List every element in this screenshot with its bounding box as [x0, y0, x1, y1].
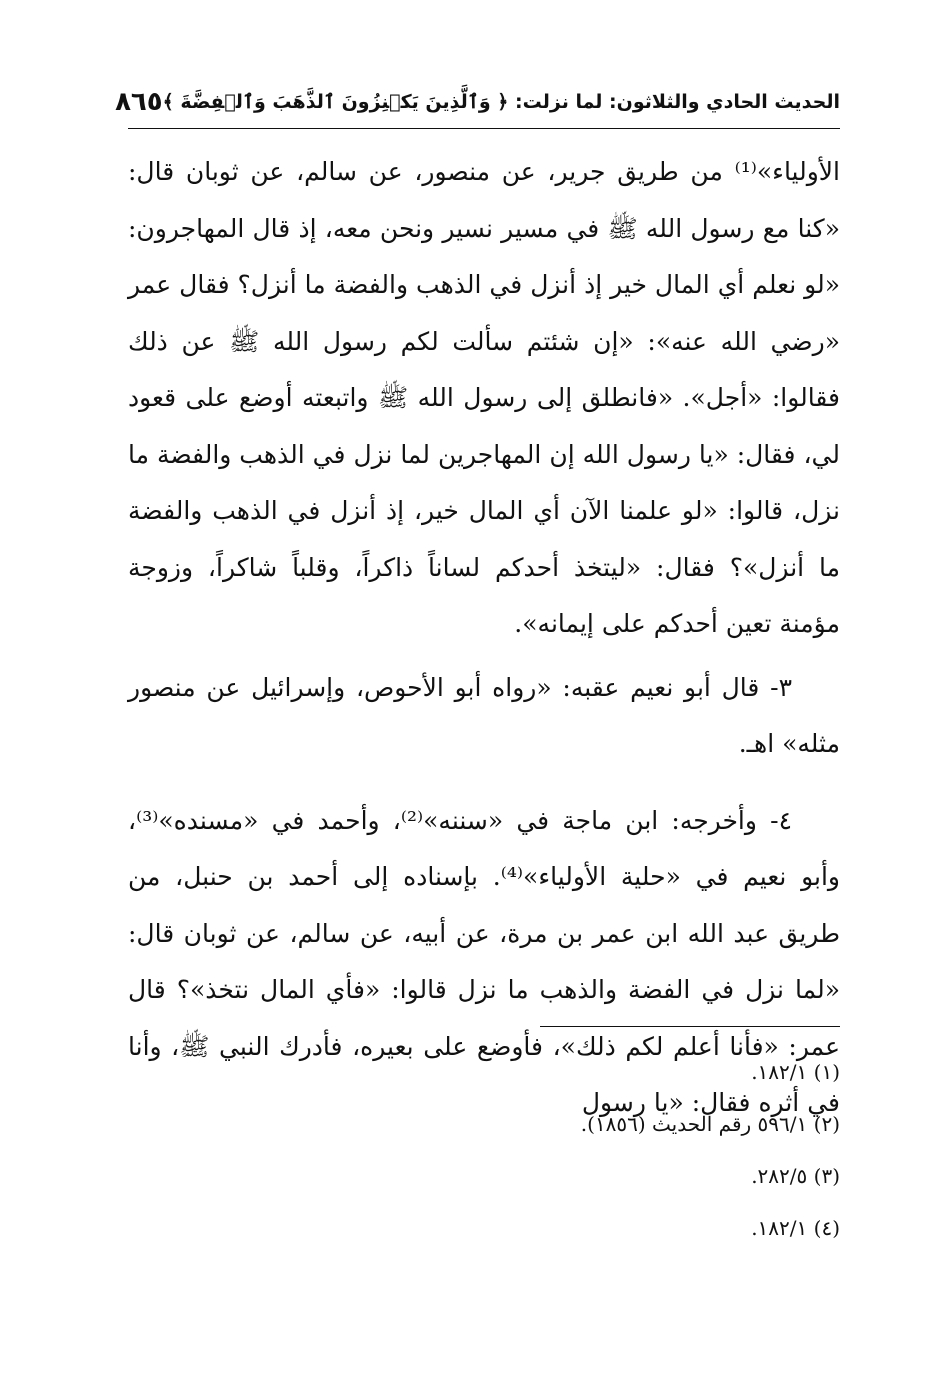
- page-number: ٨٦٥: [115, 87, 163, 117]
- footnotes: [128, 1046, 840, 1254]
- running-header: [115, 80, 840, 124]
- paragraph-point-3: ٣- قال أبو نعيم عقبه: «رواه أبو الأحوص، وإسرائيل عن منصور مثله» اهـ.: [128, 672, 840, 758]
- footnote-3: (٣) ٢٨٢/٥.: [751, 1164, 840, 1188]
- paragraph-point-4: ٤- وأخرجه: ابن ماجة في «سننه»⁽²⁾، وأحمد في «مسنده»⁽³⁾، وأبو نعيم في «حلية الأولياء»⁽⁴⁾. بإسناده إلى أحمد بن حنبل، من طريق عبد الله ابن عمر بن مرة، عن أبيه، عن سالم، عن ثوبان قال: «لما نزل في الفضة والذهب ما نزل قالوا: «فأي المال نتخذ»؟ قال عمر: «فأنا أعلم لكم ذلك»، فأوضع على بعيره، فأدرك النبي ﷺ، وأنا في أثره فقال: «يا رسول: [128, 805, 841, 1117]
- running-header-title: الحديث الحادي والثلاثون: لما نزلت: ﴿ وَٱلَّذِينَ يَكۡنِزُونَ ٱلذَّهَبَ وَٱلۡفِضَّةَ ﴾: [162, 91, 840, 113]
- header-divider: [128, 128, 840, 129]
- paragraph-hadith-text: الأولياء»⁽¹⁾ من طريق جرير، عن منصور، عن سالم، عن ثوبان قال: «كنا مع رسول الله ﷺ في مسير نسير ونحن معه، إذ قال المهاجرون: «لو نعلم أي المال خير إذ أنزل في الذهب والفضة ما أنزل؟ فقال عمر «رضي الله عنه»: «إن شئتم سألت لكم رسول الله ﷺ عن ذلك فقالوا: «أجل». «فانطلق إلى رسول الله ﷺ واتبعته أوضع على قعود لي، فقال: «يا رسول الله إن المهاجرين لما نزل في الذهب والفضة ما نزل، قالوا: «لو علمنا الآن أي المال خير، إذ أنزل في الذهب والفضة ما أنزل»؟ فقال: «ليتخذ أحدكم لساناً ذاكراً، وقلباً شاكراً، وزوجة مؤمنة تعين أحدكم على إيمانه».: [128, 157, 840, 638]
- main-text: [128, 144, 840, 1132]
- footnote-1: (١) ١٨٢/١.: [751, 1060, 840, 1084]
- footnote-2: (٢) ٥٩٦/١ رقم الحديث (١٨٥٦).: [580, 1112, 840, 1136]
- footnote-divider: [540, 1026, 840, 1027]
- footnote-4: (٤) ١٨٢/١.: [751, 1216, 840, 1240]
